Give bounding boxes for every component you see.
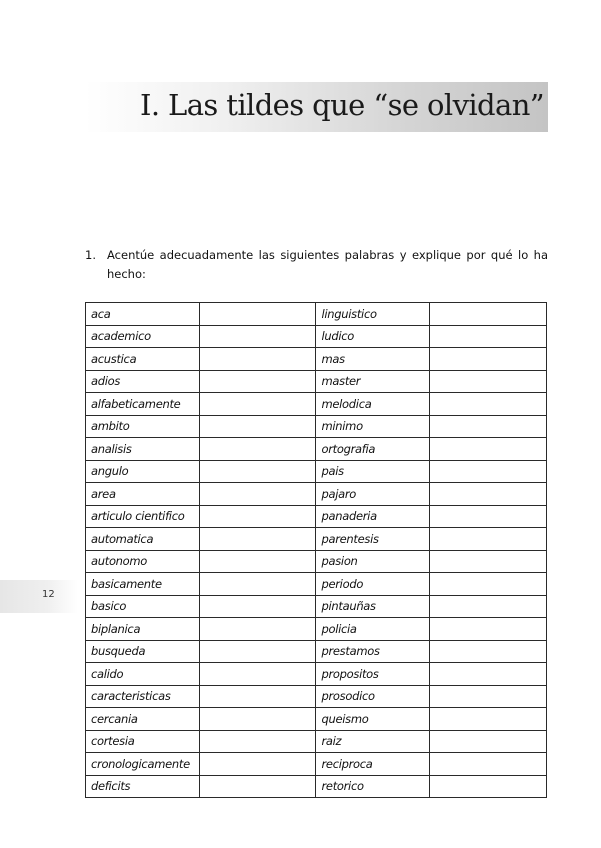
word-cell-right: raiz: [316, 730, 430, 753]
answer-cell-left: [199, 753, 316, 776]
answer-cell-left: [199, 505, 316, 528]
word-cell-right: ludico: [316, 325, 430, 348]
word-cell-right: pasion: [316, 550, 430, 573]
answer-cell-right: [430, 595, 547, 618]
answer-cell-right: [430, 775, 547, 798]
answer-cell-left: [199, 415, 316, 438]
answer-cell-right: [430, 685, 547, 708]
table-row: [86, 595, 547, 618]
answer-cell-left: [199, 708, 316, 731]
exercise-number: 1.: [85, 248, 96, 262]
word-cell-left: automatica: [86, 528, 200, 551]
answer-cell-right: [430, 303, 547, 326]
word-table: [85, 302, 547, 798]
table-row: [86, 708, 547, 731]
word-cell-left: alfabeticamente: [86, 393, 200, 416]
word-cell-right: periodo: [316, 573, 430, 596]
exercise-instruction: Acentúe adecuadamente las siguientes palabras y explique por qué lo ha hecho:: [107, 248, 548, 281]
answer-cell-right: [430, 618, 547, 641]
table-row: [86, 550, 547, 573]
word-cell-left: cortesia: [86, 730, 200, 753]
answer-cell-left: [199, 348, 316, 371]
word-cell-left: articulo cientifico: [86, 505, 200, 528]
word-cell-left: basico: [86, 595, 200, 618]
word-cell-left: analisis: [86, 438, 200, 461]
word-cell-left: cercania: [86, 708, 200, 731]
word-cell-left: biplanica: [86, 618, 200, 641]
word-cell-left: calido: [86, 663, 200, 686]
word-cell-right: panaderia: [316, 505, 430, 528]
word-cell-right: minimo: [316, 415, 430, 438]
word-cell-right: mas: [316, 348, 430, 371]
table-row: [86, 483, 547, 506]
table-row: [86, 325, 547, 348]
answer-cell-right: [430, 663, 547, 686]
answer-cell-left: [199, 730, 316, 753]
table-row: [86, 393, 547, 416]
answer-cell-left: [199, 483, 316, 506]
table-row: [86, 370, 547, 393]
answer-cell-left: [199, 370, 316, 393]
answer-cell-right: [430, 528, 547, 551]
table-row: [86, 753, 547, 776]
answer-cell-right: [430, 550, 547, 573]
table-row: [86, 685, 547, 708]
answer-cell-left: [199, 325, 316, 348]
table-row: [86, 730, 547, 753]
answer-cell-left: [199, 528, 316, 551]
table-row: [86, 505, 547, 528]
answer-cell-right: [430, 325, 547, 348]
table-row: [86, 460, 547, 483]
word-cell-left: cronologicamente: [86, 753, 200, 776]
word-cell-left: caracteristicas: [86, 685, 200, 708]
word-cell-right: melodica: [316, 393, 430, 416]
table-row: [86, 438, 547, 461]
word-cell-left: acustica: [86, 348, 200, 371]
word-cell-right: retorico: [316, 775, 430, 798]
answer-cell-left: [199, 460, 316, 483]
answer-cell-right: [430, 730, 547, 753]
word-cell-left: ambito: [86, 415, 200, 438]
table-row: [86, 663, 547, 686]
word-table-body: [86, 303, 547, 798]
word-cell-right: reciproca: [316, 753, 430, 776]
answer-cell-right: [430, 573, 547, 596]
answer-cell-right: [430, 438, 547, 461]
page-number-tab: [0, 580, 78, 613]
answer-cell-right: [430, 460, 547, 483]
answer-cell-right: [430, 505, 547, 528]
word-cell-left: busqueda: [86, 640, 200, 663]
answer-cell-left: [199, 595, 316, 618]
table-row: [86, 415, 547, 438]
word-cell-right: pais: [316, 460, 430, 483]
word-cell-right: pajaro: [316, 483, 430, 506]
table-row: [86, 573, 547, 596]
word-cell-right: parentesis: [316, 528, 430, 551]
answer-cell-left: [199, 303, 316, 326]
word-cell-left: aca: [86, 303, 200, 326]
word-cell-right: propositos: [316, 663, 430, 686]
word-cell-right: pintauñas: [316, 595, 430, 618]
word-cell-right: ortografia: [316, 438, 430, 461]
answer-cell-left: [199, 663, 316, 686]
word-cell-right: prosodico: [316, 685, 430, 708]
answer-cell-left: [199, 775, 316, 798]
word-cell-right: master: [316, 370, 430, 393]
answer-cell-left: [199, 573, 316, 596]
answer-cell-left: [199, 438, 316, 461]
answer-cell-right: [430, 370, 547, 393]
table-row: [86, 528, 547, 551]
word-cell-left: basicamente: [86, 573, 200, 596]
answer-cell-left: [199, 685, 316, 708]
answer-cell-right: [430, 348, 547, 371]
exercise-1: [85, 246, 548, 284]
answer-cell-right: [430, 640, 547, 663]
table-row: [86, 348, 547, 371]
answer-cell-left: [199, 640, 316, 663]
answer-cell-left: [199, 618, 316, 641]
answer-cell-left: [199, 393, 316, 416]
answer-cell-right: [430, 393, 547, 416]
word-cell-right: queismo: [316, 708, 430, 731]
answer-cell-right: [430, 483, 547, 506]
chapter-title-band: [85, 82, 548, 132]
answer-cell-right: [430, 753, 547, 776]
chapter-title: I. Las tildes que “se olvidan”: [139, 88, 544, 122]
word-cell-left: autonomo: [86, 550, 200, 573]
answer-cell-right: [430, 415, 547, 438]
word-cell-right: prestamos: [316, 640, 430, 663]
word-cell-left: academico: [86, 325, 200, 348]
table-row: [86, 618, 547, 641]
table-row: [86, 640, 547, 663]
word-cell-right: linguistico: [316, 303, 430, 326]
table-row: [86, 775, 547, 798]
answer-cell-right: [430, 708, 547, 731]
word-cell-left: area: [86, 483, 200, 506]
page-number: 12: [42, 589, 55, 600]
word-cell-left: adios: [86, 370, 200, 393]
word-cell-left: angulo: [86, 460, 200, 483]
table-row: [86, 303, 547, 326]
word-cell-right: policia: [316, 618, 430, 641]
word-cell-left: deficits: [86, 775, 200, 798]
answer-cell-left: [199, 550, 316, 573]
